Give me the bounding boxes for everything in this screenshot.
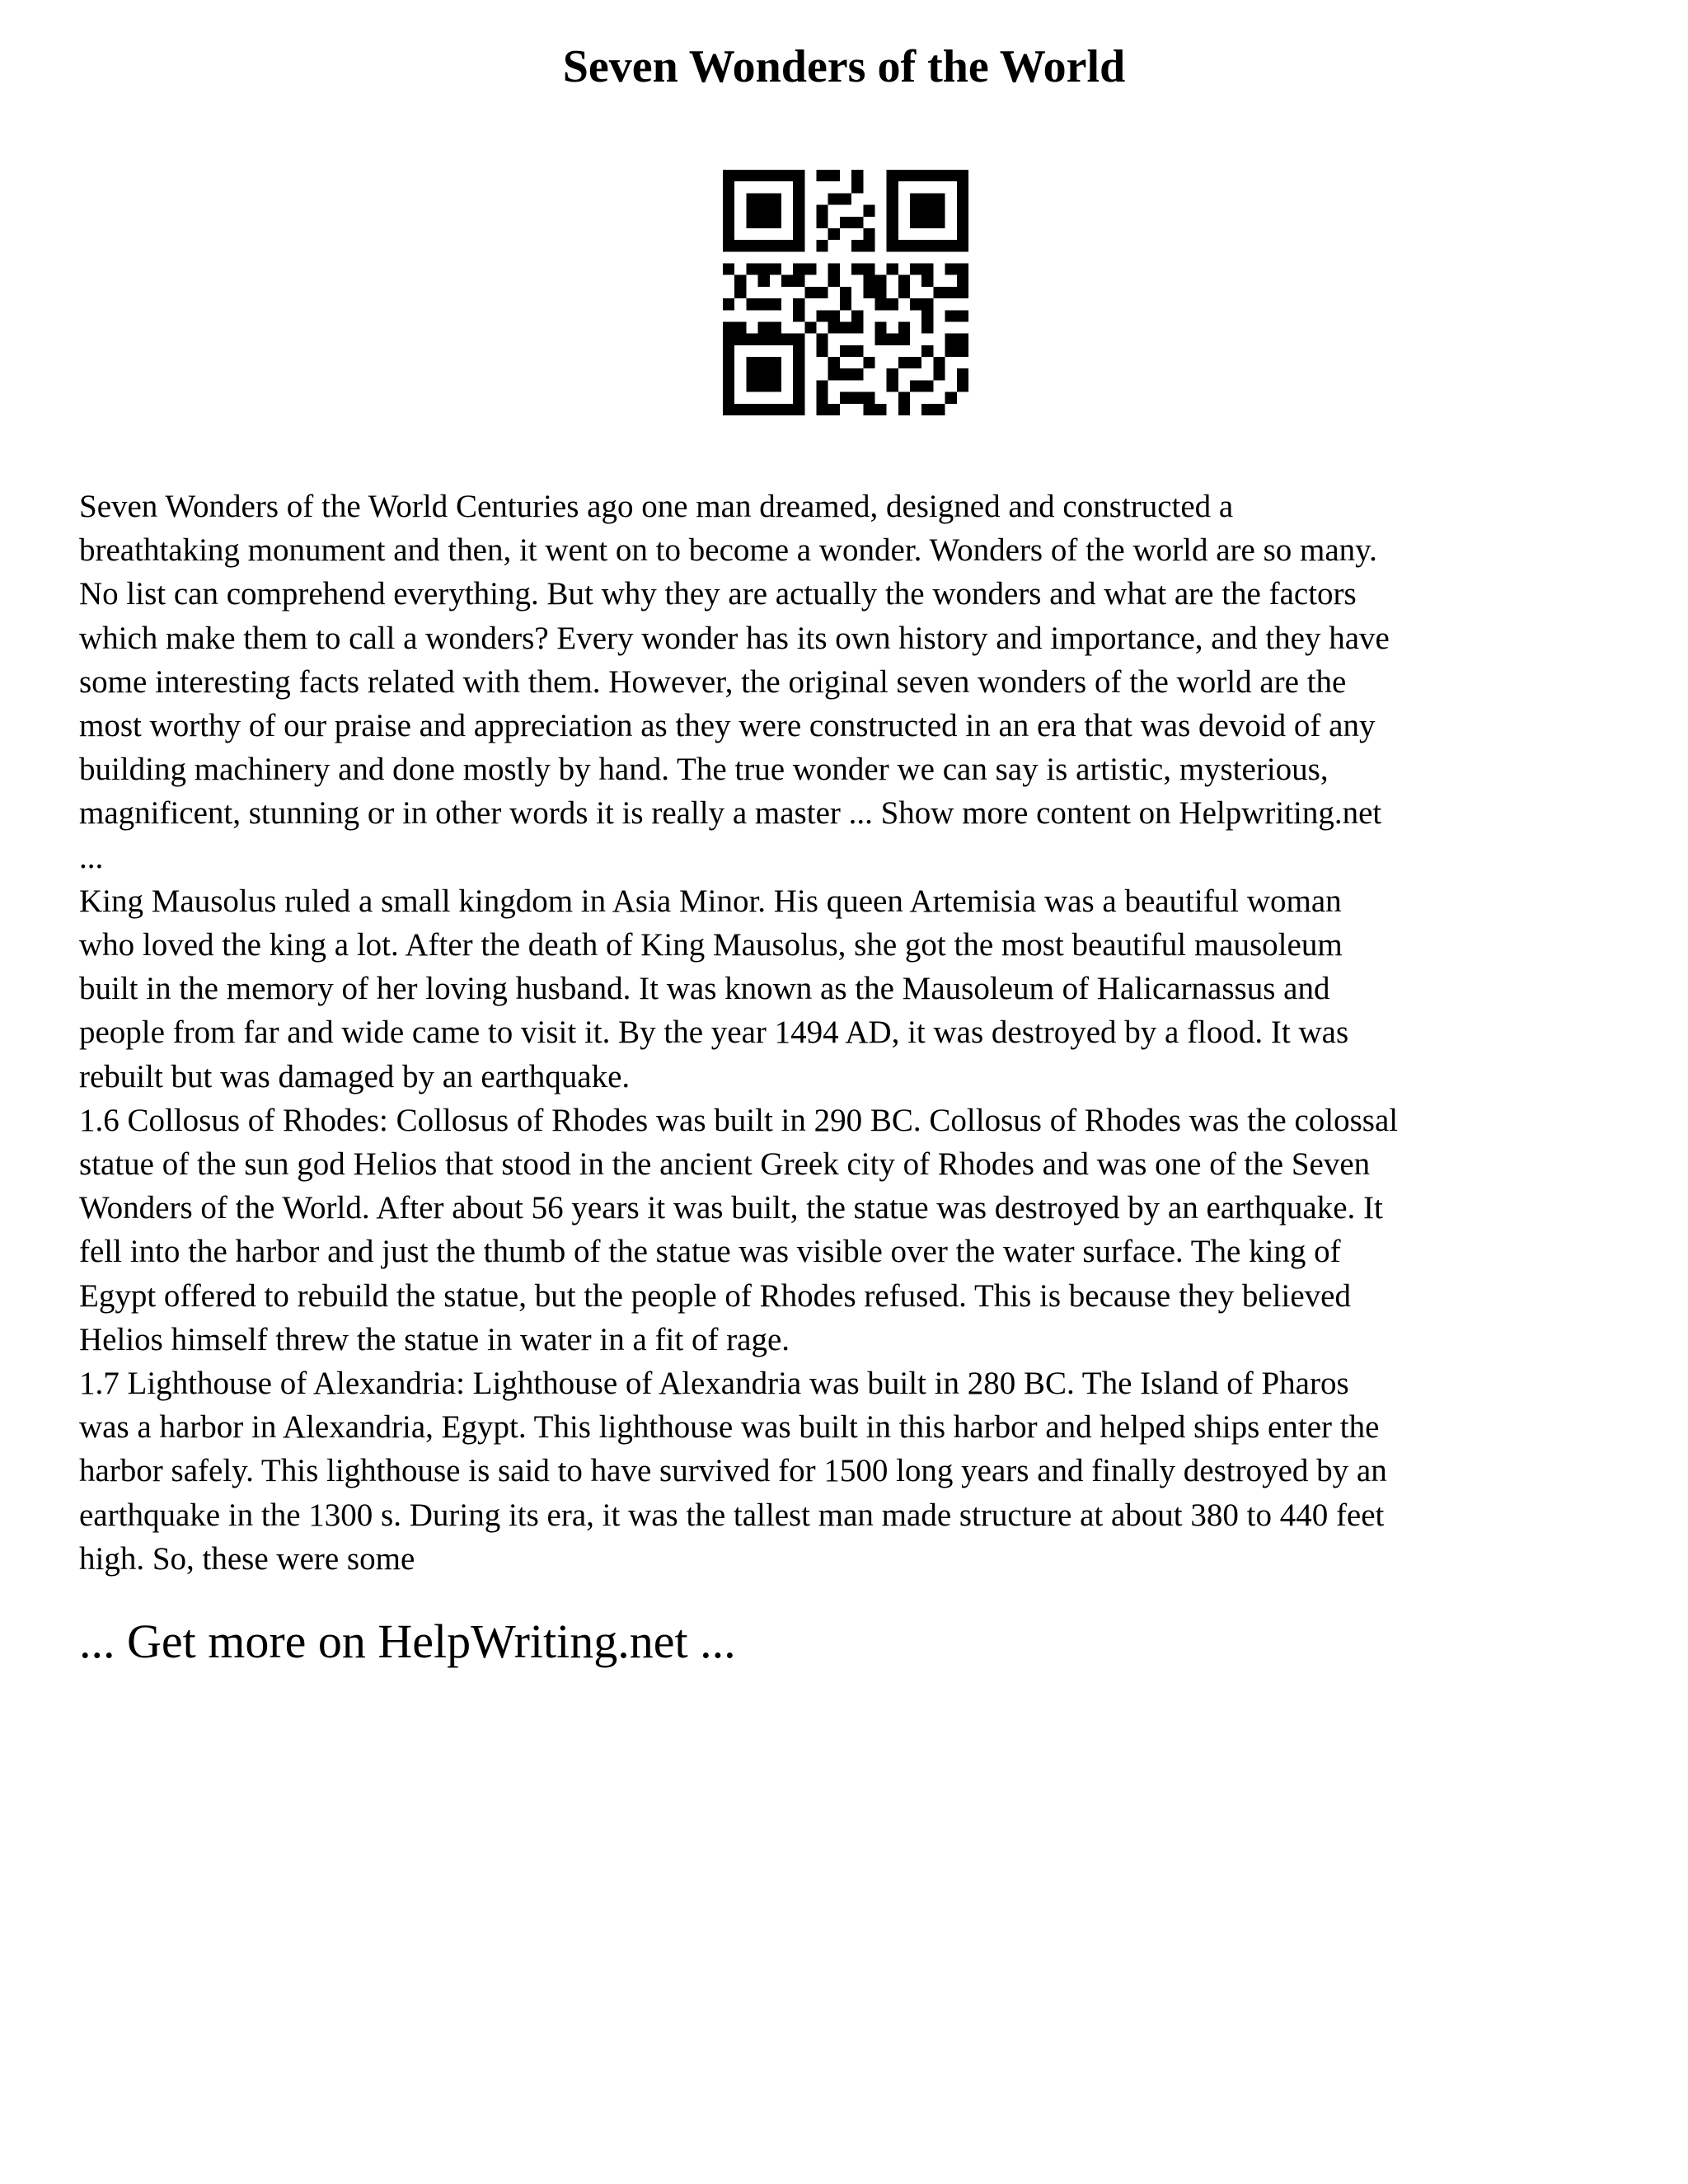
document-body [79, 485, 1629, 1581]
body-paragraph-colossus: 1.6 Collosus of Rhodes: Collosus of Rhodes was built in 290 BC. Collosus of Rhodes was the colossal statue of the sun god Helios that stood in the ancient Greek city of Rhodes and was one of the Seven Wonders of the World. After about 56 years it was built, the statue was destroyed by an earthquake. It fell into the harbor and just the thumb of the statue was visible over the water surface. The king of Egypt offered to rebuild the statue, but the people of Rhodes refused. This is because they believed Helios himself threw the statue in water in a fit of rage. [79, 1102, 1399, 1357]
body-paragraph-mausolus: King Mausolus ruled a small kingdom in Asia Minor. His queen Artemisia was a beautiful woman who loved the king a lot. After the death of King Mausolus, she got the most beautiful mausoleum built in the memory of her loving husband. It was known as the Mausoleum of Halicarnassus and people from far and wide came to visit it. By the year 1494 AD, it was destroyed by a flood. It was rebuilt but was damaged by an earthquake. [79, 883, 1349, 1094]
document-title: Seven Wonders of the World [562, 41, 1126, 92]
body-paragraph-intro: Seven Wonders of the World Centuries ago one man dreamed, designed and constructed a breathtaking monument and then, it went on to become a wonder. Wonders of the world are so many. No list can comprehend everything. But why they are actually the wonders and what are the factors which make them to call a wonders? Every wonder has its own history and importance, and they have some interesting facts related with them. However, the original seven wonders of the world are the most worthy of our praise and appreciation as they were constructed in an era that was devoid of any building machinery and done mostly by hand. The true wonder we can say is artistic, mysterious, magnificent, stunning or in other words it is really a master ... Show more content on Helpwriting.net ... [79, 489, 1390, 875]
body-paragraph-lighthouse: 1.7 Lighthouse of Alexandria: Lighthouse of Alexandria was built in 280 BC. The Island of Pharos was a harbor in Alexandria, Egypt. This lighthouse was built in this harbor and helped ships enter the harbor safely. This lighthouse is said to have survived for 1500 long years and finally destroyed by an earthquake in the 1300 s. During its era, it was the tallest man made structure at about 380 to 440 feet high. So, these were some [79, 1366, 1387, 1577]
qr-code-icon [723, 170, 968, 415]
get-more-link[interactable]: ... Get more on HelpWriting.net ... [79, 1615, 736, 1668]
